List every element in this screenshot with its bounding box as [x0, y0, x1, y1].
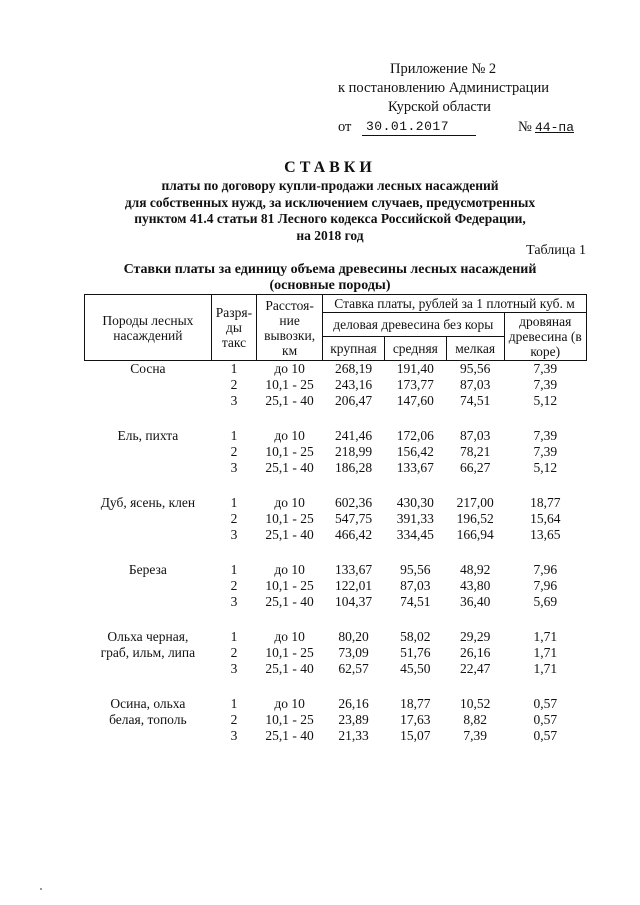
rates-table — [84, 294, 587, 744]
medium-cell: 191,40 — [396, 361, 434, 376]
species-cell: Осина, ольха — [110, 696, 186, 711]
annex-date-line — [338, 118, 598, 138]
small-cell: 217,00 — [456, 495, 494, 510]
header-distance: Расстоя-ние вывозки, км — [257, 295, 323, 361]
spacer-cell — [85, 543, 587, 562]
firewood-cell: 1,71 — [533, 629, 558, 644]
firewood-cell: 7,96 — [533, 562, 558, 577]
small-cell: 10,52 — [459, 696, 491, 711]
medium-cell: 133,67 — [396, 460, 434, 475]
species-cell — [85, 393, 212, 409]
distance-cell: 10,1 - 25 — [265, 712, 314, 727]
table-row — [85, 661, 587, 677]
species-cell — [85, 728, 212, 744]
annex-region: Курской области — [388, 99, 491, 115]
rank-cell: 3 — [230, 460, 238, 475]
table-row — [85, 393, 587, 409]
small-cell: 66,27 — [459, 460, 491, 475]
distance-cell: 10,1 - 25 — [265, 511, 314, 526]
table-row — [85, 578, 587, 594]
medium-cell: 173,77 — [396, 377, 434, 392]
table-row — [85, 361, 587, 378]
rank-cell: 3 — [230, 594, 238, 609]
header-firewood: дровяная древесина (в коре) — [504, 313, 587, 361]
rank-cell: 2 — [230, 444, 238, 459]
distance-cell: 25,1 - 40 — [265, 527, 314, 542]
table-row — [85, 629, 587, 645]
firewood-cell: 5,12 — [533, 393, 558, 408]
medium-cell: 87,03 — [400, 578, 431, 593]
medium-cell: 45,50 — [400, 661, 431, 676]
species-cell — [85, 661, 212, 677]
species-cell: Сосна — [130, 361, 166, 376]
firewood-cell: 15,64 — [530, 511, 561, 526]
firewood-cell: 7,39 — [533, 428, 558, 443]
large-cell: 26,16 — [338, 696, 369, 711]
species-cell: Ольха черная, — [107, 629, 189, 644]
distance-cell: до 10 — [274, 361, 305, 376]
from-label: от — [338, 119, 352, 135]
group-spacer — [85, 409, 587, 428]
species-cell: граб, ильм, липа — [100, 645, 196, 660]
large-cell: 186,28 — [334, 460, 373, 475]
rank-cell: 2 — [230, 511, 238, 526]
large-cell: 241,46 — [334, 428, 373, 443]
large-cell: 268,19 — [334, 361, 373, 376]
annex-resolution: к постановлению Администрации — [338, 80, 549, 96]
rank-cell: 2 — [230, 645, 238, 660]
table-row — [85, 696, 587, 712]
rank-cell: 3 — [230, 527, 238, 542]
table-row — [85, 562, 587, 578]
small-cell: 7,39 — [463, 728, 487, 743]
document-title — [60, 158, 600, 244]
species-cell — [85, 578, 212, 594]
medium-cell: 147,60 — [396, 393, 434, 408]
firewood-cell: 18,77 — [530, 495, 561, 510]
spacer-cell — [85, 610, 587, 629]
medium-cell: 172,06 — [396, 428, 434, 443]
small-cell: 87,03 — [459, 377, 491, 392]
species-cell — [85, 594, 212, 610]
resolution-date: 30.01.2017 — [362, 118, 476, 136]
distance-cell: 25,1 - 40 — [265, 661, 314, 676]
distance-cell: 10,1 - 25 — [265, 444, 314, 459]
rank-cell: 1 — [230, 562, 238, 577]
large-cell: 133,67 — [334, 562, 373, 577]
medium-cell: 74,51 — [400, 594, 431, 609]
distance-cell: до 10 — [274, 495, 305, 510]
species-cell — [85, 444, 212, 460]
firewood-cell: 7,39 — [533, 361, 558, 376]
species-cell: Береза — [128, 562, 167, 577]
rank-cell: 1 — [230, 495, 238, 510]
header-small: мелкая — [446, 337, 504, 361]
species-cell — [85, 527, 212, 543]
header-large: крупная — [323, 337, 385, 361]
rank-cell: 1 — [230, 629, 238, 644]
firewood-cell: 7,39 — [533, 377, 558, 392]
header-species: Породы лесных насаждений — [85, 295, 212, 361]
distance-cell: 25,1 - 40 — [265, 460, 314, 475]
medium-cell: 430,30 — [396, 495, 434, 510]
table-row — [85, 377, 587, 393]
resolution-number: 44-па — [535, 120, 575, 135]
small-cell: 78,21 — [459, 444, 491, 459]
table-row — [85, 712, 587, 728]
species-cell: белая, тополь — [109, 712, 187, 727]
distance-cell: 10,1 - 25 — [265, 645, 314, 660]
header-rate: Ставка платы, рублей за 1 плотный куб. м — [323, 295, 587, 313]
title-line-3: пунктом 41.4 статьи 81 Лесного кодекса Российской Федерации, — [134, 211, 526, 226]
number-label: № — [518, 119, 532, 135]
title-line-1: платы по договору купли-продажи лесных насаждений — [161, 178, 499, 193]
small-cell: 196,52 — [456, 511, 494, 526]
large-cell: 122,01 — [334, 578, 373, 593]
firewood-cell: 5,69 — [533, 594, 558, 609]
large-cell: 602,36 — [334, 495, 373, 510]
table-row — [85, 444, 587, 460]
small-cell: 48,92 — [459, 562, 491, 577]
medium-cell: 58,02 — [400, 629, 431, 644]
table-row — [85, 645, 587, 661]
firewood-cell: 1,71 — [533, 661, 558, 676]
firewood-cell: 5,12 — [533, 460, 558, 475]
scan-dot — [40, 888, 42, 890]
species-cell: Дуб, ясень, клен — [100, 495, 196, 510]
table-row — [85, 728, 587, 744]
large-cell: 243,16 — [334, 377, 373, 392]
annex-title: Приложение № 2 — [390, 61, 497, 77]
distance-cell: до 10 — [274, 696, 305, 711]
rates-table-body — [85, 361, 587, 745]
spacer-cell — [85, 409, 587, 428]
table-row — [85, 460, 587, 476]
species-cell: Ель, пихта — [117, 428, 179, 443]
small-cell: 166,94 — [456, 527, 494, 542]
table-row — [85, 527, 587, 543]
distance-cell: 25,1 - 40 — [265, 594, 314, 609]
table-title-line-2: (основные породы) — [269, 278, 391, 293]
spacer-cell — [85, 476, 587, 495]
table-row — [85, 495, 587, 511]
species-cell — [85, 377, 212, 393]
medium-cell: 18,77 — [400, 696, 431, 711]
large-cell: 547,75 — [334, 511, 373, 526]
rank-cell: 1 — [230, 696, 238, 711]
medium-cell: 95,56 — [400, 562, 431, 577]
firewood-cell: 13,65 — [530, 527, 561, 542]
large-cell: 23,89 — [338, 712, 369, 727]
rank-cell: 1 — [230, 361, 238, 376]
table-title — [60, 262, 600, 294]
distance-cell: до 10 — [274, 562, 305, 577]
large-cell: 62,57 — [338, 661, 369, 676]
rank-cell: 3 — [230, 661, 238, 676]
rank-cell: 2 — [230, 377, 238, 392]
small-cell: 43,80 — [459, 578, 491, 593]
firewood-cell: 1,71 — [533, 645, 558, 660]
rank-cell: 3 — [230, 728, 238, 743]
annex-block — [338, 60, 598, 138]
firewood-cell: 0,57 — [533, 728, 558, 743]
medium-cell: 17,63 — [400, 712, 431, 727]
distance-cell: 25,1 - 40 — [265, 393, 314, 408]
medium-cell: 156,42 — [396, 444, 434, 459]
distance-cell: до 10 — [274, 428, 305, 443]
table-row — [85, 428, 587, 444]
header-rank: Разря-ды такс — [211, 295, 256, 361]
firewood-cell: 0,57 — [533, 712, 558, 727]
large-cell: 80,20 — [338, 629, 369, 644]
small-cell: 8,82 — [463, 712, 487, 727]
small-cell: 36,40 — [459, 594, 491, 609]
medium-cell: 334,45 — [396, 527, 434, 542]
header-business-wood: деловая древесина без коры — [323, 313, 504, 337]
small-cell: 29,29 — [459, 629, 491, 644]
table-number: Таблица 1 — [526, 243, 586, 258]
small-cell: 26,16 — [459, 645, 491, 660]
distance-cell: до 10 — [274, 629, 305, 644]
firewood-cell: 7,96 — [533, 578, 558, 593]
firewood-cell: 7,39 — [533, 444, 558, 459]
firewood-cell: 0,57 — [533, 696, 558, 711]
rank-cell: 3 — [230, 393, 238, 408]
group-spacer — [85, 543, 587, 562]
large-cell: 206,47 — [334, 393, 373, 408]
spacer-cell — [85, 677, 587, 696]
medium-cell: 391,33 — [396, 511, 434, 526]
small-cell: 95,56 — [459, 361, 491, 376]
medium-cell: 15,07 — [400, 728, 431, 743]
large-cell: 73,09 — [338, 645, 369, 660]
large-cell: 21,33 — [338, 728, 369, 743]
title-line-4: на 2018 год — [296, 227, 364, 243]
distance-cell: 10,1 - 25 — [265, 578, 314, 593]
species-cell — [85, 460, 212, 476]
rank-cell: 1 — [230, 428, 238, 443]
distance-cell: 25,1 - 40 — [265, 728, 314, 743]
table-title-line-1: Ставки платы за единицу объема древесины лесных насаждений — [123, 262, 537, 277]
group-spacer — [85, 476, 587, 495]
title-line-2: для собственных нужд, за исключением случаев, предусмотренных — [124, 194, 536, 210]
small-cell: 74,51 — [459, 393, 491, 408]
large-cell: 218,99 — [334, 444, 373, 459]
rank-cell: 2 — [230, 712, 238, 727]
rates-table-header — [85, 295, 587, 361]
medium-cell: 51,76 — [400, 645, 431, 660]
header-medium: средняя — [384, 337, 446, 361]
table-row — [85, 511, 587, 527]
species-cell — [85, 511, 212, 527]
small-cell: 22,47 — [459, 661, 491, 676]
title-heading: СТАВКИ — [284, 159, 376, 176]
small-cell: 87,03 — [459, 428, 491, 443]
rank-cell: 2 — [230, 578, 238, 593]
large-cell: 104,37 — [334, 594, 373, 609]
large-cell: 466,42 — [334, 527, 373, 542]
group-spacer — [85, 677, 587, 696]
group-spacer — [85, 610, 587, 629]
table-row — [85, 594, 587, 610]
distance-cell: 10,1 - 25 — [265, 377, 314, 392]
